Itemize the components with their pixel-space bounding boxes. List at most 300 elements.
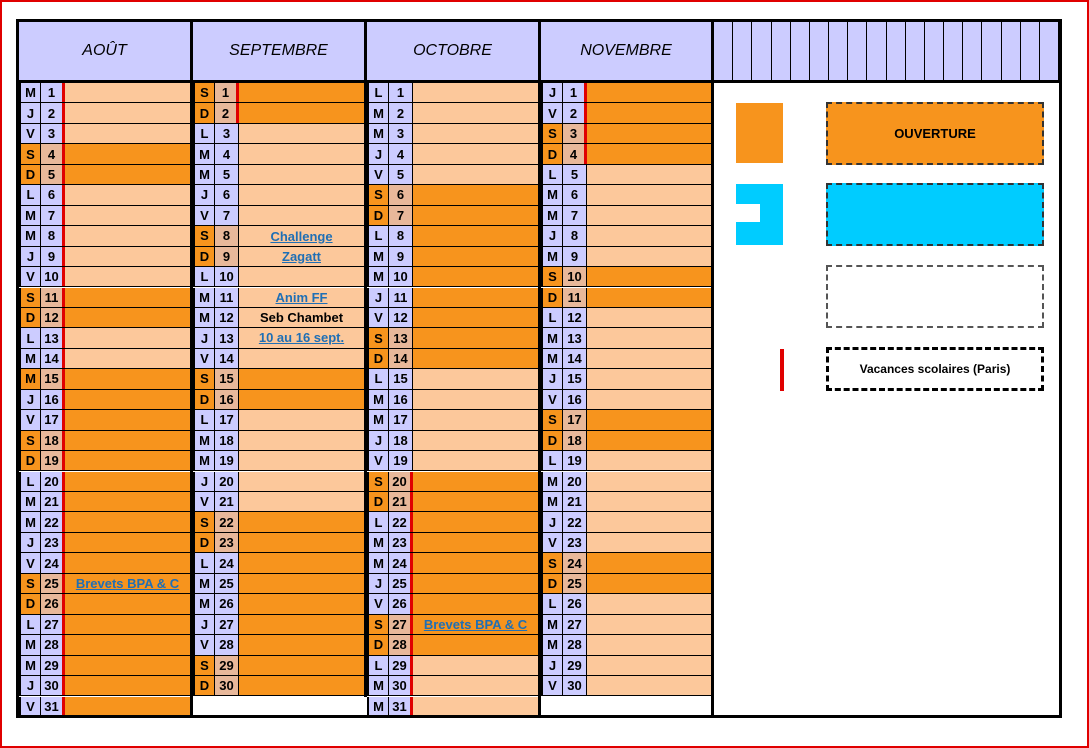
day-number: 5 xyxy=(389,165,413,184)
ouverture-cell xyxy=(239,615,367,634)
weekday-letter: M xyxy=(193,144,215,163)
day-number: 7 xyxy=(41,206,65,225)
weekday-letter: D xyxy=(193,247,215,266)
day-number: 1 xyxy=(563,83,587,102)
ouverture-cell xyxy=(239,676,367,695)
day-row xyxy=(367,472,541,492)
ouverture-cell xyxy=(413,472,541,491)
fermeture-cell xyxy=(587,185,715,204)
weekday-letter: J xyxy=(19,247,41,266)
day-number: 3 xyxy=(389,124,413,143)
legend-header-stripes xyxy=(714,22,1059,83)
ouverture-cell xyxy=(65,390,193,409)
weekday-letter: V xyxy=(541,676,563,695)
ouverture-cell xyxy=(65,165,193,184)
weekday-letter: S xyxy=(367,472,389,491)
day-row xyxy=(19,410,193,430)
day-row xyxy=(541,144,715,164)
month-name: SEPTEMBRE xyxy=(229,42,328,59)
day-number: 1 xyxy=(389,83,413,102)
ouverture-cell xyxy=(239,83,367,102)
day-number: 16 xyxy=(389,390,413,409)
day-row xyxy=(193,267,367,287)
ouverture-cell xyxy=(239,553,367,572)
ouverture-cell xyxy=(587,267,715,286)
ouverture-cell xyxy=(65,451,193,470)
ouverture-cell xyxy=(65,472,193,491)
day-number: 10 xyxy=(215,267,239,286)
weekday-letter: D xyxy=(19,594,41,613)
weekday-letter: M xyxy=(19,349,41,368)
vacances-label: Vacances scolaires (Paris) xyxy=(859,362,1011,376)
weekday-letter: D xyxy=(193,103,215,122)
day-number: 14 xyxy=(215,349,239,368)
ouverture-cell xyxy=(239,369,367,388)
day-row xyxy=(541,492,715,512)
day-row xyxy=(367,103,541,123)
day-number: 4 xyxy=(389,144,413,163)
weekday-letter: M xyxy=(19,83,41,102)
day-number: 1 xyxy=(215,83,239,102)
day-row xyxy=(367,574,541,594)
day-row xyxy=(367,165,541,185)
ouverture-cell xyxy=(239,574,367,593)
ouverture-cell xyxy=(65,369,193,388)
day-row xyxy=(541,553,715,573)
day-number: 12 xyxy=(215,308,239,327)
weekday-letter: M xyxy=(541,328,563,347)
legend-stripe xyxy=(829,22,848,80)
day-row xyxy=(19,267,193,287)
weekday-letter: D xyxy=(541,144,563,163)
weekday-letter: D xyxy=(193,390,215,409)
ouverture-cell xyxy=(239,594,367,613)
fermeture-cell xyxy=(587,635,715,654)
ouverture-cell xyxy=(65,512,193,531)
fermeture-cell xyxy=(413,451,541,470)
day-number: 11 xyxy=(41,288,65,307)
day-row xyxy=(19,594,193,614)
day-number: 22 xyxy=(41,512,65,531)
day-number: 27 xyxy=(215,615,239,634)
weekday-letter: L xyxy=(19,185,41,204)
weekday-letter: M xyxy=(19,512,41,531)
weekday-letter: S xyxy=(193,369,215,388)
day-number: 14 xyxy=(389,349,413,368)
day-number: 13 xyxy=(563,328,587,347)
fermeture-cell xyxy=(239,451,367,470)
weekday-letter: L xyxy=(541,451,563,470)
day-row xyxy=(367,656,541,676)
ouverture-cell xyxy=(239,512,367,531)
fermeture-cell xyxy=(65,247,193,266)
ouverture-cell xyxy=(65,676,193,695)
weekday-letter: V xyxy=(193,349,215,368)
weekday-letter: J xyxy=(541,83,563,102)
event-annotation xyxy=(239,226,364,267)
day-row xyxy=(367,328,541,348)
fermeture-cell xyxy=(587,594,715,613)
month-name: OCTOBRE xyxy=(413,42,492,59)
day-row xyxy=(193,103,367,123)
fermeture-cell xyxy=(65,185,193,204)
day-number: 22 xyxy=(563,512,587,531)
day-number: 30 xyxy=(563,676,587,695)
day-number: 7 xyxy=(389,206,413,225)
calendar-grid xyxy=(16,19,1062,718)
day-row xyxy=(19,369,193,389)
weekday-letter: V xyxy=(19,124,41,143)
ouverture-cell xyxy=(587,144,715,163)
weekday-letter: D xyxy=(19,165,41,184)
weekday-letter: J xyxy=(193,615,215,634)
weekday-letter: M xyxy=(193,451,215,470)
day-number: 9 xyxy=(563,247,587,266)
day-number: 27 xyxy=(389,615,413,634)
weekday-letter: J xyxy=(367,431,389,450)
day-row xyxy=(367,308,541,328)
day-row xyxy=(367,451,541,471)
day-row xyxy=(193,165,367,185)
ouverture-cell xyxy=(65,308,193,327)
weekday-letter: D xyxy=(367,206,389,225)
event-link[interactable]: Challenge xyxy=(270,228,333,244)
weekday-letter: M xyxy=(193,431,215,450)
day-number: 17 xyxy=(41,410,65,429)
day-row xyxy=(193,431,367,451)
weekday-letter: V xyxy=(367,451,389,470)
day-row xyxy=(541,206,715,226)
day-number: 2 xyxy=(389,103,413,122)
ouverture-cell xyxy=(413,349,541,368)
weekday-letter: M xyxy=(367,410,389,429)
weekday-letter: M xyxy=(367,533,389,552)
day-number: 4 xyxy=(563,144,587,163)
weekday-letter: L xyxy=(19,328,41,347)
day-row xyxy=(367,226,541,246)
day-row xyxy=(19,247,193,267)
weekday-letter: S xyxy=(19,431,41,450)
weekday-letter: V xyxy=(367,594,389,613)
day-number: 28 xyxy=(41,635,65,654)
day-number: 19 xyxy=(563,451,587,470)
day-row xyxy=(367,676,541,696)
day-number: 21 xyxy=(389,492,413,511)
ouverture-cell xyxy=(65,288,193,307)
ouverture-cell xyxy=(413,533,541,552)
ouverture-cell xyxy=(587,431,715,450)
ouverture-cell xyxy=(587,103,715,122)
day-row xyxy=(541,431,715,451)
day-number: 11 xyxy=(389,288,413,307)
weekday-letter: D xyxy=(367,635,389,654)
event-link[interactable]: Brevets BPA & C xyxy=(423,616,528,632)
day-row xyxy=(193,492,367,512)
day-number: 26 xyxy=(563,594,587,613)
day-row xyxy=(193,349,367,369)
event-link[interactable]: Anim FF xyxy=(275,290,328,306)
fermeture-cell xyxy=(587,451,715,470)
fermeture-cell xyxy=(587,512,715,531)
day-number: 10 xyxy=(389,267,413,286)
day-row xyxy=(541,288,715,308)
legend-stripe xyxy=(1002,22,1021,80)
ouverture-cell xyxy=(65,615,193,634)
day-number: 4 xyxy=(215,144,239,163)
day-number: 24 xyxy=(215,553,239,572)
weekday-letter: D xyxy=(19,451,41,470)
fermeture-cell xyxy=(239,144,367,163)
day-number: 22 xyxy=(389,512,413,531)
day-number: 20 xyxy=(563,472,587,491)
day-row xyxy=(193,185,367,205)
day-row xyxy=(541,83,715,103)
weekday-letter: M xyxy=(193,594,215,613)
day-number: 5 xyxy=(563,165,587,184)
day-number: 18 xyxy=(389,431,413,450)
day-number: 29 xyxy=(563,656,587,675)
swatch-notch xyxy=(736,204,760,222)
ouverture-cell xyxy=(65,533,193,552)
day-number: 31 xyxy=(41,697,65,716)
event-link[interactable]: 10 au 16 sept. xyxy=(258,330,345,346)
day-number: 26 xyxy=(215,594,239,613)
day-row xyxy=(19,185,193,205)
month-name: AOÛT xyxy=(82,42,127,59)
event-link[interactable]: Brevets BPA & C xyxy=(75,576,180,592)
day-number: 28 xyxy=(563,635,587,654)
day-row xyxy=(541,615,715,635)
ouverture-cell xyxy=(239,390,367,409)
day-number: 9 xyxy=(41,247,65,266)
day-number: 12 xyxy=(41,308,65,327)
weekday-letter: S xyxy=(367,615,389,634)
ouverture-cell xyxy=(587,553,715,572)
day-number: 3 xyxy=(215,124,239,143)
day-row xyxy=(193,594,367,614)
day-row xyxy=(193,206,367,226)
day-number: 30 xyxy=(41,676,65,695)
day-row xyxy=(193,533,367,553)
legend-stripe xyxy=(944,22,963,80)
weekday-letter: M xyxy=(541,247,563,266)
weekday-letter: D xyxy=(19,308,41,327)
weekday-letter: D xyxy=(193,676,215,695)
weekday-letter: J xyxy=(19,676,41,695)
day-number: 14 xyxy=(41,349,65,368)
ouverture-cell xyxy=(65,656,193,675)
day-number: 11 xyxy=(215,288,239,307)
ouverture-cell xyxy=(239,103,367,122)
day-row xyxy=(367,144,541,164)
day-number: 19 xyxy=(389,451,413,470)
fermeture-cell xyxy=(587,328,715,347)
day-row xyxy=(367,124,541,144)
day-number: 13 xyxy=(215,328,239,347)
day-row xyxy=(19,697,193,717)
weekday-letter: J xyxy=(193,185,215,204)
day-row xyxy=(193,574,367,594)
day-row xyxy=(19,288,193,308)
weekday-letter: L xyxy=(193,267,215,286)
ouverture-cell xyxy=(587,574,715,593)
ouverture-cell xyxy=(413,247,541,266)
weekday-letter: M xyxy=(367,390,389,409)
weekday-letter: S xyxy=(193,226,215,245)
day-row xyxy=(193,512,367,532)
day-row xyxy=(19,349,193,369)
day-number: 3 xyxy=(41,124,65,143)
day-number: 24 xyxy=(41,553,65,572)
day-row xyxy=(541,472,715,492)
day-row xyxy=(541,594,715,614)
day-number: 15 xyxy=(389,369,413,388)
day-row xyxy=(193,553,367,573)
day-number: 25 xyxy=(41,574,65,593)
ouverture-cell xyxy=(65,431,193,450)
day-row xyxy=(367,267,541,287)
day-row xyxy=(367,206,541,226)
day-number: 23 xyxy=(41,533,65,552)
weekday-letter: M xyxy=(367,124,389,143)
day-row xyxy=(19,328,193,348)
day-row xyxy=(367,553,541,573)
month-header-septembre xyxy=(193,22,367,83)
weekday-letter: D xyxy=(541,574,563,593)
weekday-letter: D xyxy=(367,349,389,368)
day-row xyxy=(19,676,193,696)
day-row xyxy=(193,656,367,676)
legend-stripe xyxy=(925,22,944,80)
day-number: 2 xyxy=(215,103,239,122)
day-number: 7 xyxy=(563,206,587,225)
weekday-letter: V xyxy=(193,206,215,225)
day-row xyxy=(541,533,715,553)
day-number: 2 xyxy=(563,103,587,122)
fermeture-cell xyxy=(587,165,715,184)
day-row xyxy=(19,206,193,226)
event-annotation xyxy=(65,574,190,594)
day-number: 30 xyxy=(215,676,239,695)
vacances-legend-box xyxy=(826,347,1044,391)
fermeture-cell xyxy=(239,206,367,225)
day-number: 2 xyxy=(41,103,65,122)
ouverture-cell xyxy=(587,288,715,307)
weekday-letter: V xyxy=(19,697,41,716)
day-number: 25 xyxy=(215,574,239,593)
fermeture-cell xyxy=(413,144,541,163)
weekday-letter: V xyxy=(367,308,389,327)
fermeture-cell xyxy=(65,267,193,286)
day-row xyxy=(193,676,367,696)
fermeture-cell xyxy=(587,676,715,695)
day-row xyxy=(193,124,367,144)
day-row xyxy=(367,635,541,655)
day-row xyxy=(541,512,715,532)
day-row xyxy=(367,288,541,308)
weekday-letter: S xyxy=(19,288,41,307)
event-link[interactable]: Zagatt xyxy=(282,248,321,264)
weekday-letter: M xyxy=(541,349,563,368)
day-row xyxy=(541,267,715,287)
weekday-letter: L xyxy=(367,656,389,675)
day-row xyxy=(19,103,193,123)
fermeture-cell xyxy=(65,83,193,102)
fermeture-cell xyxy=(587,656,715,675)
weekday-letter: M xyxy=(367,697,389,716)
day-row xyxy=(367,247,541,267)
day-row xyxy=(19,656,193,676)
fermeture-cell xyxy=(587,206,715,225)
day-number: 27 xyxy=(563,615,587,634)
weekday-letter: J xyxy=(19,390,41,409)
weekday-letter: J xyxy=(541,512,563,531)
weekday-letter: M xyxy=(19,635,41,654)
weekday-letter: L xyxy=(367,512,389,531)
weekday-letter: M xyxy=(193,308,215,327)
month-header-aout xyxy=(19,22,193,83)
day-number: 23 xyxy=(563,533,587,552)
day-number: 18 xyxy=(563,431,587,450)
day-number: 25 xyxy=(389,574,413,593)
day-number: 20 xyxy=(389,472,413,491)
fermeture-cell xyxy=(65,124,193,143)
day-row xyxy=(541,410,715,430)
legend-stripe xyxy=(810,22,829,80)
day-number: 15 xyxy=(41,369,65,388)
fermeture-cell xyxy=(587,349,715,368)
fermeture-cell xyxy=(413,165,541,184)
day-number: 15 xyxy=(563,369,587,388)
ouverture-cell xyxy=(239,533,367,552)
day-number: 1 xyxy=(41,83,65,102)
weekday-letter: J xyxy=(19,533,41,552)
day-number: 16 xyxy=(563,390,587,409)
fermeture-cell xyxy=(587,226,715,245)
weekday-letter: V xyxy=(19,410,41,429)
weekday-letter: V xyxy=(19,267,41,286)
day-row xyxy=(19,635,193,655)
day-number: 16 xyxy=(215,390,239,409)
day-number: 29 xyxy=(389,656,413,675)
day-row xyxy=(19,492,193,512)
weekday-letter: M xyxy=(19,656,41,675)
legend-stripe xyxy=(791,22,810,80)
fermeture-cell xyxy=(413,103,541,122)
weekday-letter: V xyxy=(193,492,215,511)
ouverture-cell xyxy=(239,656,367,675)
event-annotation xyxy=(413,615,538,635)
weekday-letter: J xyxy=(541,226,563,245)
weekday-letter: L xyxy=(367,369,389,388)
day-number: 30 xyxy=(389,676,413,695)
weekday-letter: L xyxy=(367,226,389,245)
day-number: 13 xyxy=(41,328,65,347)
day-row xyxy=(19,144,193,164)
weekday-letter: S xyxy=(541,410,563,429)
cyan-legend-box xyxy=(826,183,1044,246)
day-row xyxy=(541,676,715,696)
weekday-letter: S xyxy=(367,328,389,347)
weekday-letter: L xyxy=(541,594,563,613)
ouverture-label: OUVERTURE xyxy=(894,126,976,141)
fermeture-cell xyxy=(587,369,715,388)
ouverture-cell xyxy=(65,144,193,163)
fermeture-cell xyxy=(239,349,367,368)
day-row xyxy=(19,124,193,144)
day-number: 15 xyxy=(215,369,239,388)
day-row xyxy=(19,308,193,328)
